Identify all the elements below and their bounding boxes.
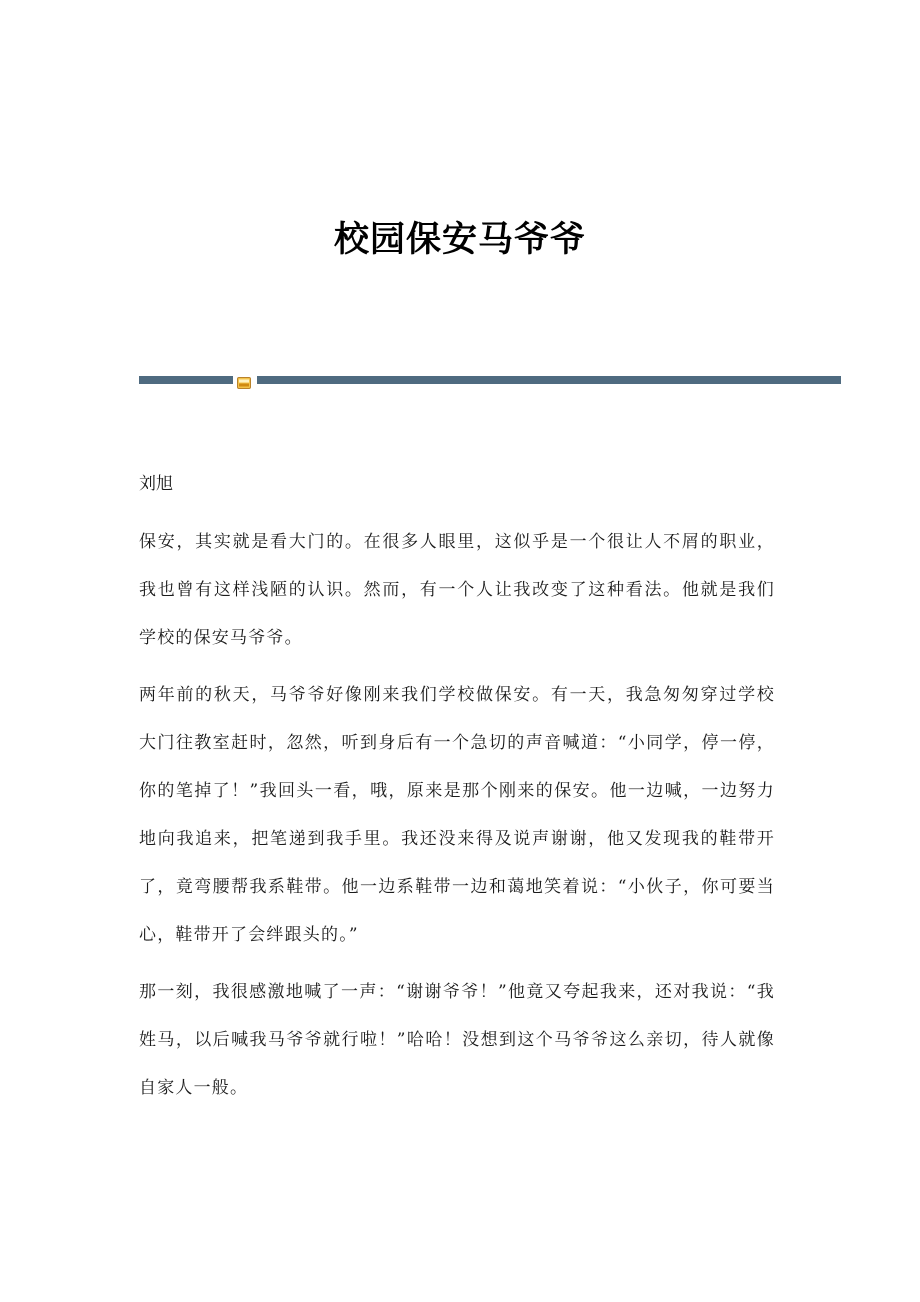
- ornament-icon: [237, 374, 251, 386]
- paragraph: 两年前的秋天，马爷爷好像刚来我们学校做保安。有一天，我急匆匆穿过学校大门往教室赶时，忽然，听到身后有一个急切的声音喊道：“小同学，停一停，你的笔掉了！”我回头一看，哦，原来是那个刚来的保安。他一边喊，一边努力地向我追来，把笔递到我手里。我还没来得及说声谢谢，他又发现我的鞋带开了，竟弯腰帮我系鞋带。他一边系鞋带一边和蔼地笑着说：“小伙子，你可要当心，鞋带开了会绊跟头的。”: [139, 685, 775, 945]
- author-name: 刘旭: [139, 474, 173, 494]
- divider-bar-right: [257, 376, 841, 384]
- title-divider: [139, 374, 841, 386]
- divider-bar-left: [139, 376, 233, 384]
- document-body: [139, 466, 775, 1121]
- document-title: 校园保安马爷爷: [333, 219, 586, 260]
- paragraph: 保安，其实就是看大门的。在很多人眼里，这似乎是一个很让人不屑的职业，我也曾有这样浅陋的认识。然而，有一个人让我改变了这种看法。他就是我们学校的保安马爷爷。: [139, 532, 775, 648]
- paragraph: 那一刻，我很感激地喊了一声：“谢谢爷爷！”他竟又夸起我来，还对我说：“我姓马，以后喊我马爷爷就行啦！”哈哈！没想到这个马爷爷这么亲切，待人就像自家人一般。: [139, 982, 775, 1098]
